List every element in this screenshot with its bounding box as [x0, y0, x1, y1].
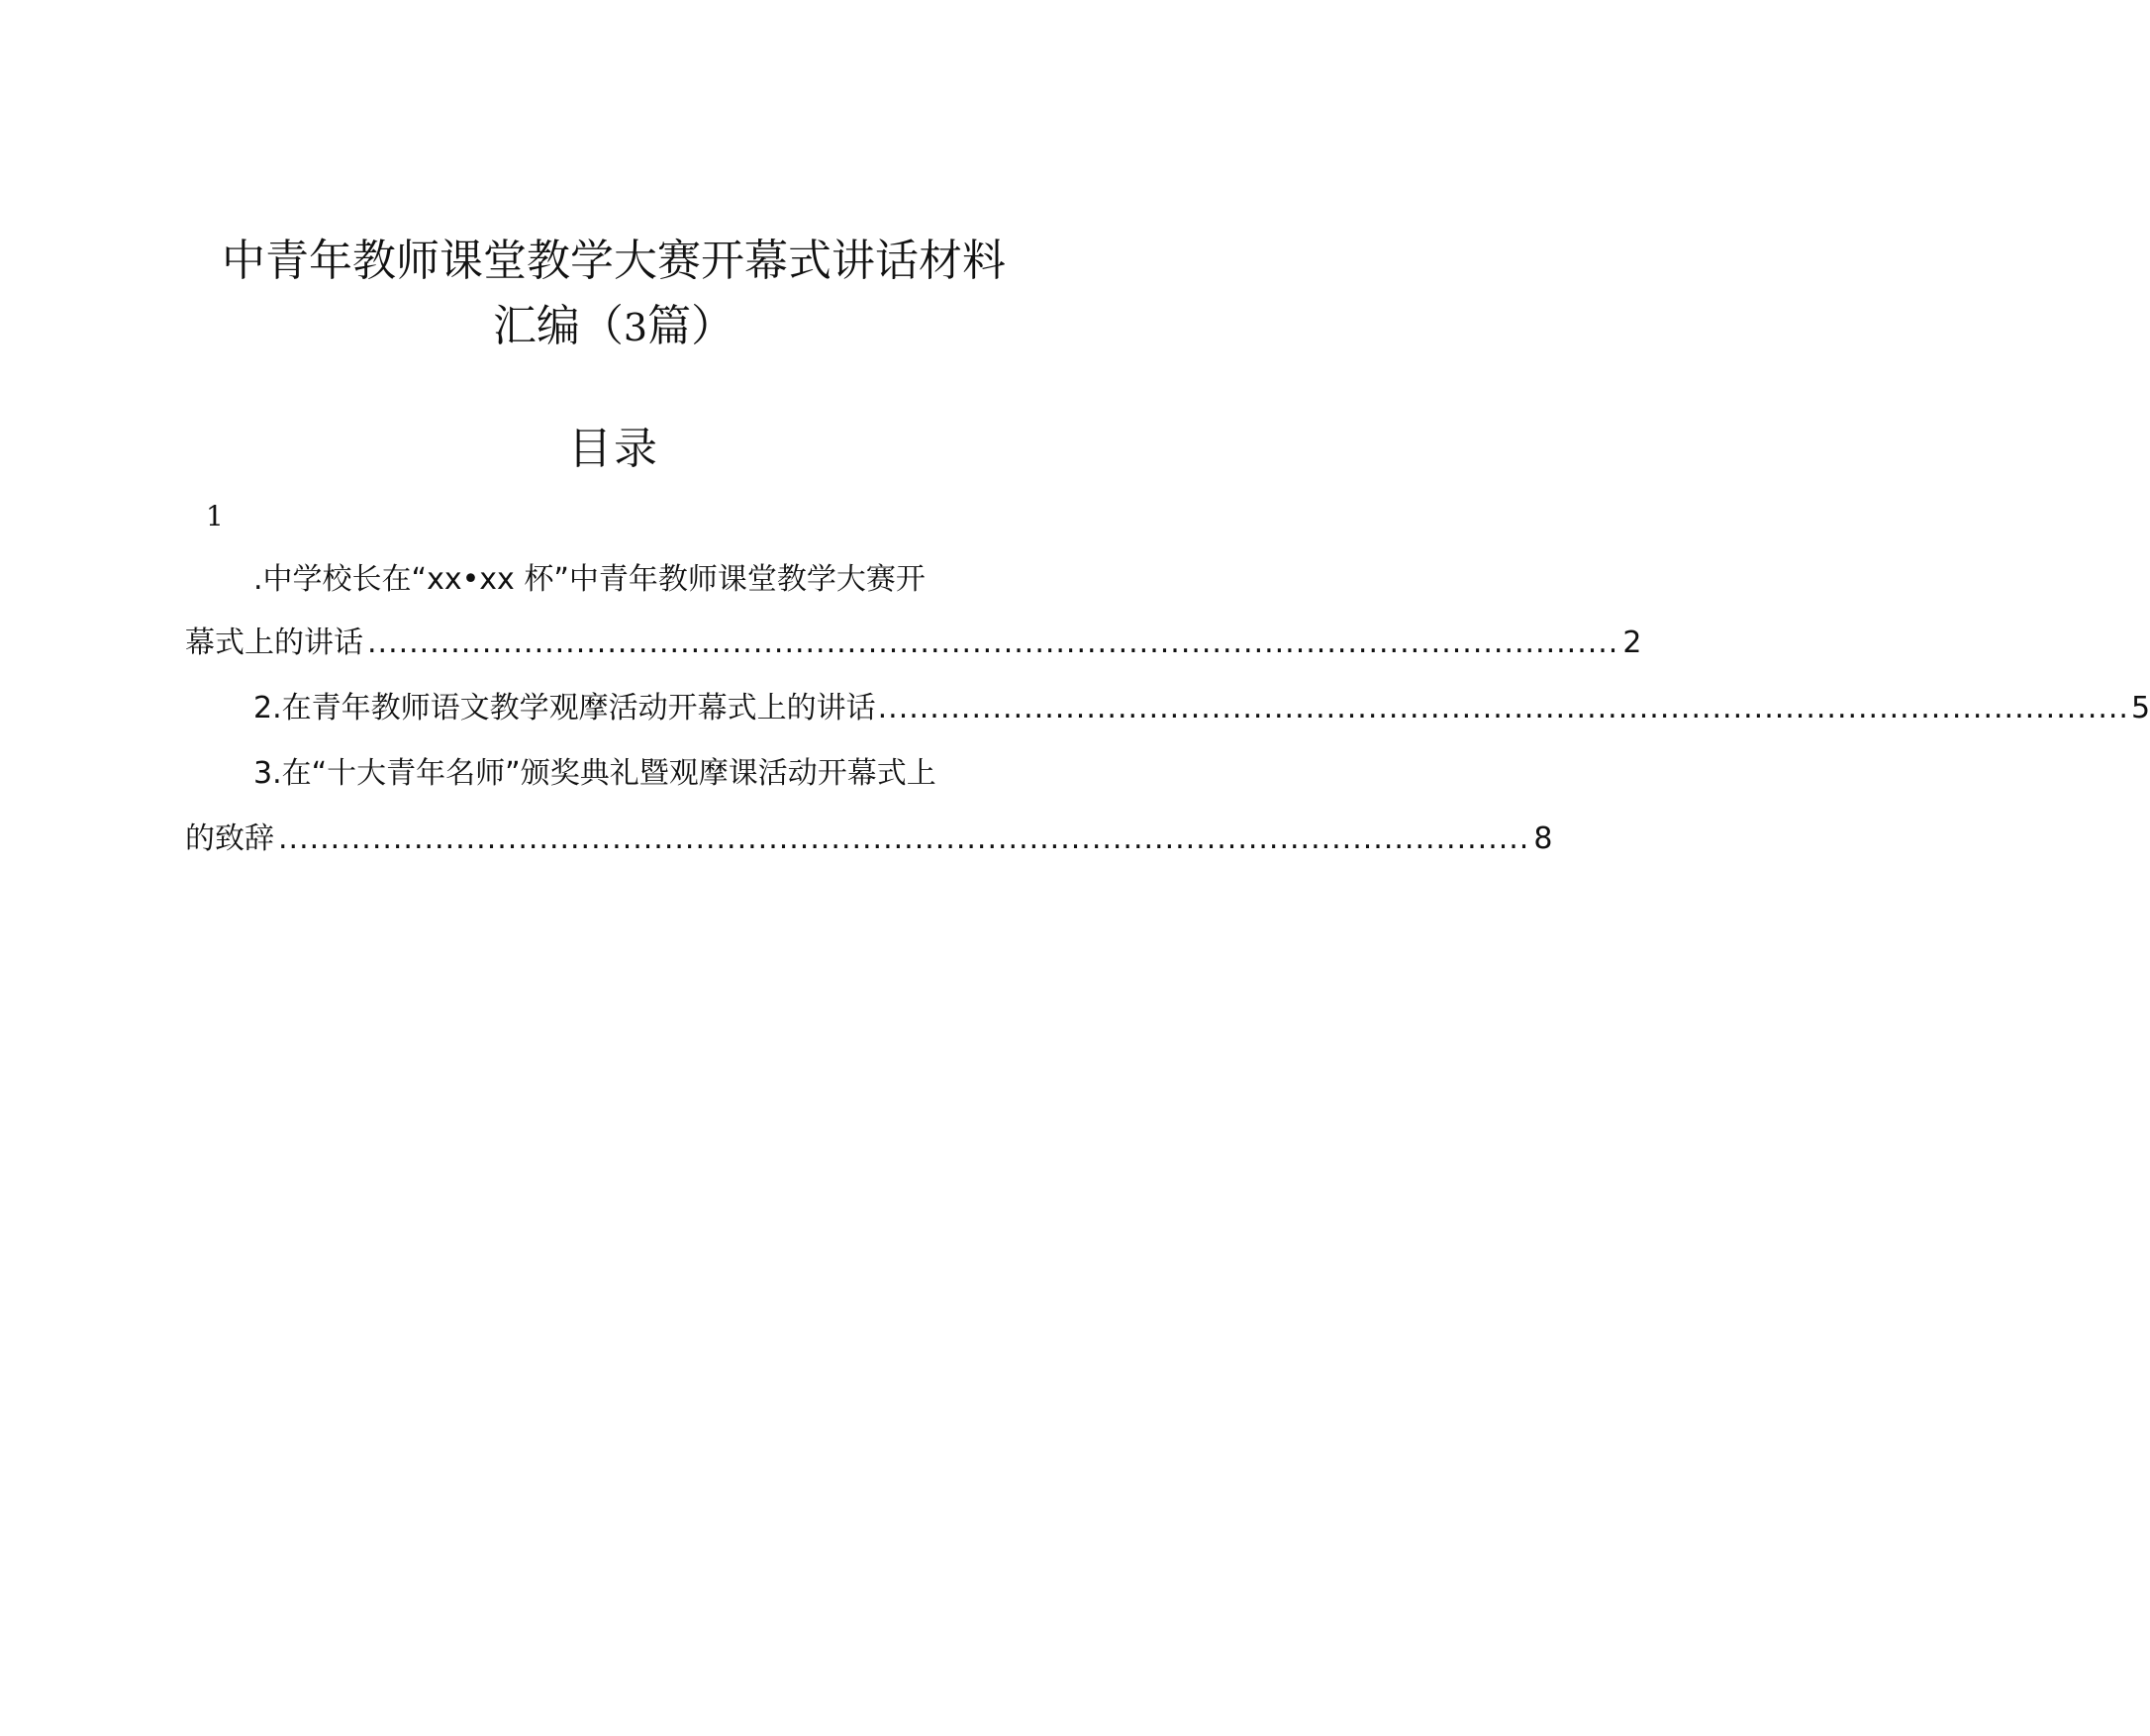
document-title-line-2: [158, 301, 1069, 353]
toc-entry-1-first-line[interactable]: .中学校长在“xx•xx 杯”中青年教师课堂教学大赛开: [253, 562, 926, 597]
toc-entry-2-leader: ........................................................................................................................: [877, 691, 2129, 725]
toc-entry-3-leader: ........................................................................................................................: [278, 821, 1530, 856]
toc-entry-1-continuation[interactable]: [185, 624, 1642, 663]
document-title-line-1: 中青年教师课堂教学大赛开幕式讲话材料: [222, 236, 1006, 286]
toc-entry-1-page-number: 2: [1622, 626, 1642, 660]
toc-entry-3-page-number: 8: [1533, 821, 1553, 856]
title-line-2-prefix: 汇编（: [492, 301, 624, 351]
title-article-count: 3: [623, 306, 648, 349]
toc-entry-2-text: 2.在青年教师语文教学观摩活动开幕式上的讲话: [253, 691, 876, 725]
toc-entry-3-continuation-text: 的致辞: [185, 821, 274, 856]
toc-heading: 目录: [568, 424, 659, 474]
toc-list-marker: 1: [206, 500, 224, 532]
toc-entry-2-page-number: 5: [2130, 691, 2150, 725]
toc-entry-2[interactable]: [253, 689, 2150, 728]
toc-entry-1-leader: ........................................................................................................................: [367, 626, 1619, 660]
toc-entry-3-first-line[interactable]: 3.在“十大青年名师”颁奖典礼暨观摩课活动开幕式上: [253, 756, 936, 791]
title-line-2-suffix: 篇）: [647, 301, 735, 351]
toc-entry-3-continuation[interactable]: [185, 820, 1553, 859]
toc-entry-1-continuation-text: 幕式上的讲话: [185, 626, 363, 660]
